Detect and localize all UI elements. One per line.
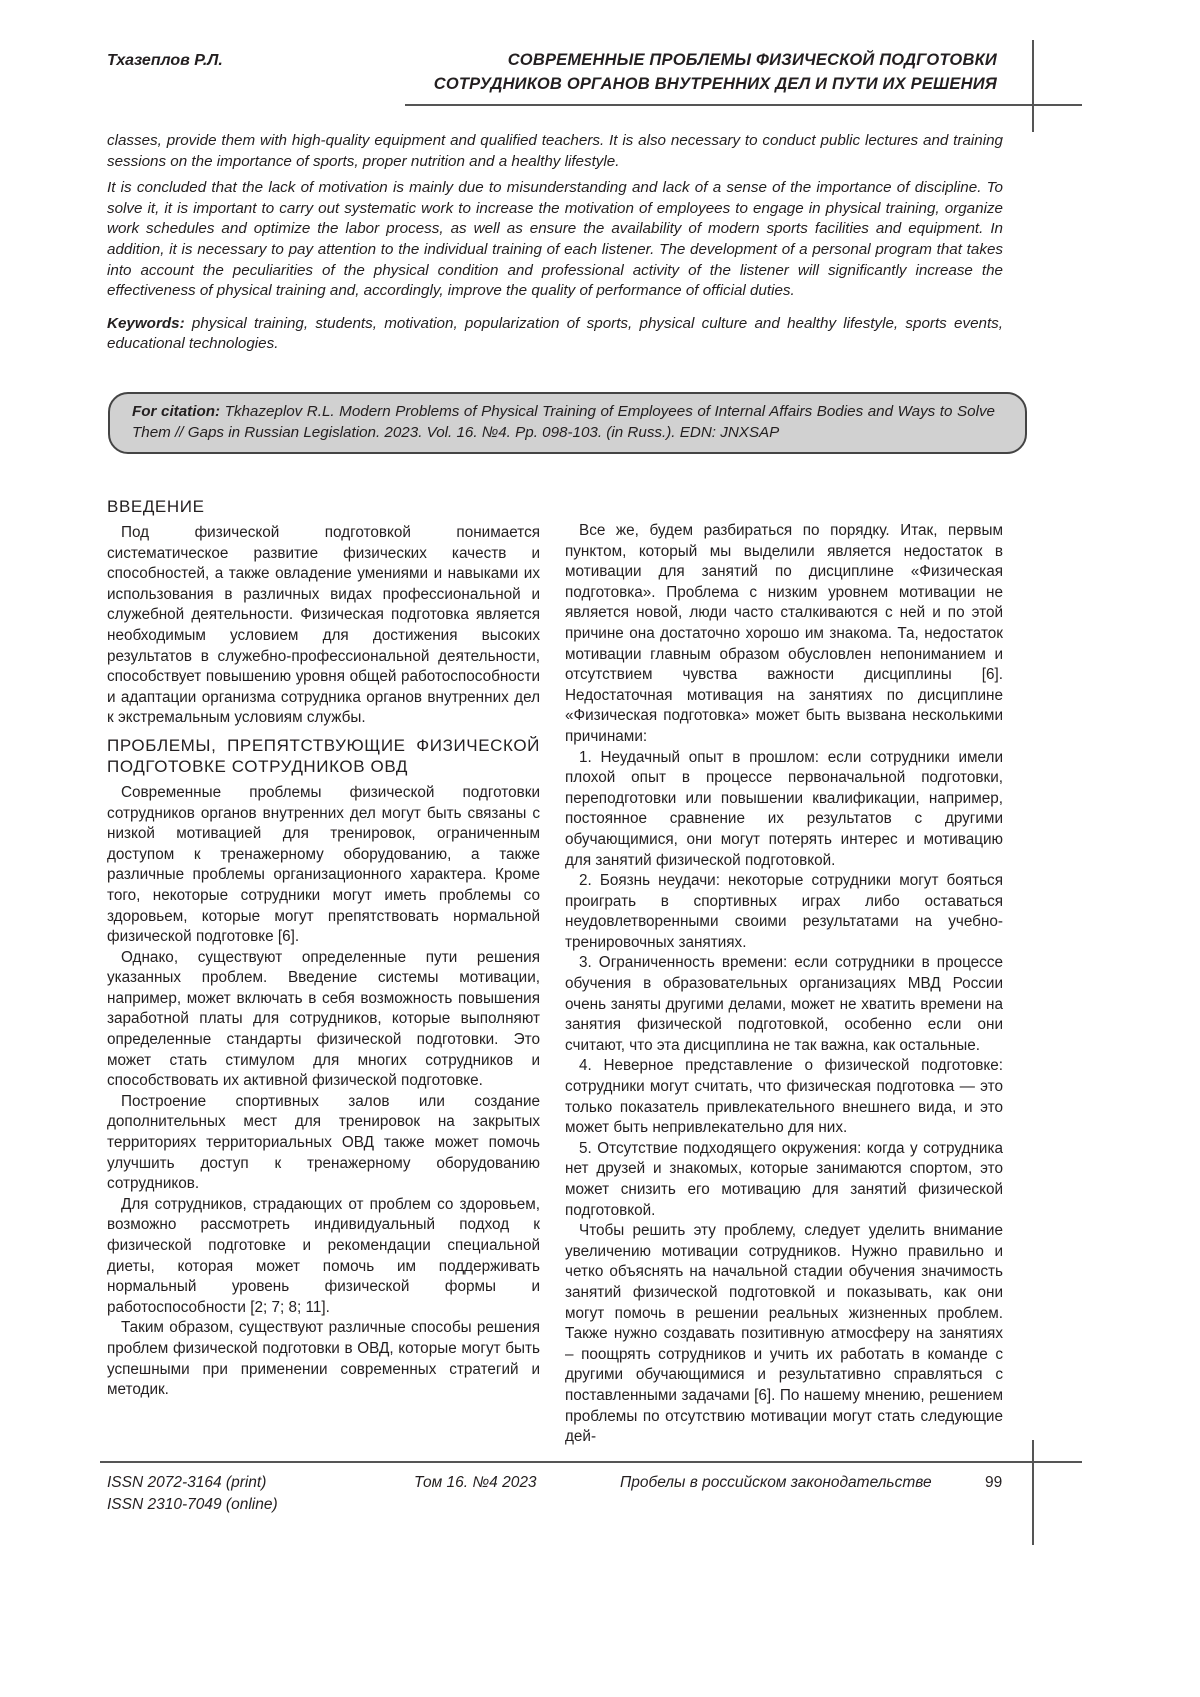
keywords-label: Keywords: <box>107 315 185 332</box>
list-item: 1. Неудачный опыт в прошлом: если сотрудники имели плохой опыт в процессе первоначальной подготовки, переподготовки или повышении квалификации, например, постоянное сравнение их результатов с другими обучающимися, они могут потерять интерес и мотивацию для занятий физической подготовкой. <box>565 748 1003 872</box>
header-divider <box>405 104 1082 106</box>
footer-vertical-rule <box>1032 1440 1034 1545</box>
keywords <box>107 314 1003 355</box>
header-title-line2: СОТРУДНИКОВ ОРГАНОВ ВНУТРЕННИХ ДЕЛ И ПУТИ ИХ РЕШЕНИЯ <box>434 72 997 96</box>
abstract <box>107 131 1003 361</box>
list-item: 4. Неверное представление о физической подготовке: сотрудники могут считать, что физическая подготовка — это только показатель привлекательного внешнего вида, и это может быть непривлекательно для них. <box>565 1056 1003 1138</box>
abstract-paragraph: It is concluded that the lack of motivation is mainly due to misunderstanding and lack of a sense of the importance of discipline. To solve it, it is important to carry out systematic work to increase the motivation of employees to engage in physical training, organize work schedules and optimize the labor process, as well as ensure the availability of modern sports facilities and equipment. In addition, it is necessary to pay attention to the individual training of each listener. The development of a personal program that takes into account the peculiarities of the physical condition and professional activity of the listener will significantly increase the effectiveness of physical training and, accordingly, improve the quality of performance of official duties. <box>107 178 1003 302</box>
section-heading-introduction: ВВЕДЕНИЕ <box>107 496 540 517</box>
header-title <box>434 48 997 96</box>
keywords-text: physical training, students, motivation, popularization of sports, physical culture and healthy lifestyle, sports events, educational technologies. <box>107 315 1003 353</box>
paragraph: Для сотрудников, страдающих от проблем со здоровьем, возможно рассмотреть индивидуальный подход к физической подготовке и рекомендации специальной диеты, которая может помочь им поддерживать нормальный уровень физической формы и работоспособности [2; 7; 8; 11]. <box>107 1195 540 1319</box>
footer-divider <box>100 1461 1082 1463</box>
paragraph: Современные проблемы физической подготовки сотрудников органов внутренних дел могут быть связаны с низкой мотивацией для тренировок, ограниченным доступом к тренажерному оборудованию, а также различные проблемы организационного характера. Кроме того, некоторые сотрудники могут иметь проблемы со здоровьем, которые могут препятствовать нормальной физической подготовке [6]. <box>107 783 540 948</box>
issn-print: ISSN 2072-3164 (print) <box>107 1472 278 1494</box>
citation-text: Tkhazeplov R.L. Modern Problems of Physical Training of Employees of Internal Affairs Bodies and Ways to Solve Them // Gaps in Russian Legislation. 2023. Vol. 16. №4. Pp. 098-103. (in Russ.). EDN: JNXSAP <box>132 403 995 441</box>
paragraph: Чтобы решить эту проблему, следует уделить внимание увеличению мотивации сотрудников. Нужно правильно и четко объяснять на начальной стадии обучения значимость занятий физической подготовкой и показывать, как они могут помочь в решении реальных жизненных проблем. Также нужно создавать позитивную атмосферу на занятиях – поощрять сотрудников и учить их работать в команде с другими обучающимися и результативно справляться с поставленными задачами [6]. По нашему мнению, решением проблемы по отсутствию мотивации могут стать следующие дей- <box>565 1221 1003 1448</box>
footer-volume: Том 16. №4 2023 <box>414 1472 537 1494</box>
page-number: 99 <box>985 1472 1002 1494</box>
paragraph: Однако, существуют определенные пути решения указанных проблем. Введение системы мотивации, например, может включать в себя возможность повышения заработной платы для сотрудников, которые выполняют определенные стандарты физической подготовки. Это может стать стимулом для многих сотрудников и способствовать их активной физической подготовке. <box>107 948 540 1092</box>
paragraph: Таким образом, существуют различные способы решения проблем физической подготовки в ОВД, которые могут быть успешными при применении современных стратегий и методик. <box>107 1318 540 1400</box>
header-author: Тхазеплов Р.Л. <box>107 52 223 70</box>
list-item: 5. Отсутствие подходящего окружения: когда у сотрудника нет друзей и знакомых, которые занимаются спортом, это может снизить его мотивацию для занятий физической подготовкой. <box>565 1139 1003 1221</box>
issn-online: ISSN 2310-7049 (online) <box>107 1494 278 1516</box>
list-item: 3. Ограниченность времени: если сотрудники в процессе обучения в образовательных организациях МВД России очень заняты другими делами, может не хватить времени на занятия физической подготовкой, особенно если они считают, что эта дисциплина не так важна, как остальные. <box>565 953 1003 1056</box>
citation-box <box>108 392 1027 454</box>
header-vertical-rule <box>1032 40 1034 132</box>
footer-journal: Пробелы в российском законодательстве <box>620 1472 932 1494</box>
left-column <box>107 496 540 1401</box>
list-item: 2. Боязнь неудачи: некоторые сотрудники могут бояться проиграть в спортивных играх либо оставаться неудовлетворенными своими результатами на учебно-тренировочных занятиях. <box>565 871 1003 953</box>
paragraph: Под физической подготовкой понимается систематическое развитие физических качеств и способностей, а также овладение умениями и навыками их использования в различных видах профессиональной и служебной деятельности. Физическая подготовка является необходимым условием для достижения высоких результатов в служебно-профессиональной деятельности, способствует повышению уровня общей работоспособности и адаптации организма сотрудника органов внутренних дел к экстремальным условиям службы. <box>107 523 540 729</box>
footer-issn <box>107 1472 278 1516</box>
paragraph: Все же, будем разбираться по порядку. Итак, первым пунктом, который мы выделили является недостаток в мотивации для занятий по дисциплине «Физическая подготовка». Проблема с низким уровнем мотивации не является новой, люди часто сталкиваются с ней и по этой причине она достаточно хорошо им знакома. Та, недостаток мотивации главным образом обусловлен непониманием и отсутствием чувства важности дисциплины [6]. Недостаточная мотивация на занятиях по дисциплине «Физическая подготовка» может быть вызвана несколькими причинами: <box>565 521 1003 748</box>
abstract-paragraph: classes, provide them with high-quality equipment and qualified teachers. It is also necessary to conduct public lectures and training sessions on the importance of sports, proper nutrition and a healthy lifestyle. <box>107 131 1003 172</box>
right-column <box>565 521 1003 1448</box>
citation-label: For citation: <box>132 403 220 420</box>
header-title-line1: СОВРЕМЕННЫЕ ПРОБЛЕМЫ ФИЗИЧЕСКОЙ ПОДГОТОВКИ <box>434 48 997 72</box>
section-heading-problems: ПРОБЛЕМЫ, ПРЕПЯТСТВУЮЩИЕ ФИЗИЧЕСКОЙ ПОДГОТОВКЕ СОТРУДНИКОВ ОВД <box>107 735 540 777</box>
paragraph: Построение спортивных залов или создание дополнительных мест для тренировок на закрытых территориях территориальных ОВД также может помочь улучшить доступ к тренажерному оборудованию сотрудников. <box>107 1092 540 1195</box>
